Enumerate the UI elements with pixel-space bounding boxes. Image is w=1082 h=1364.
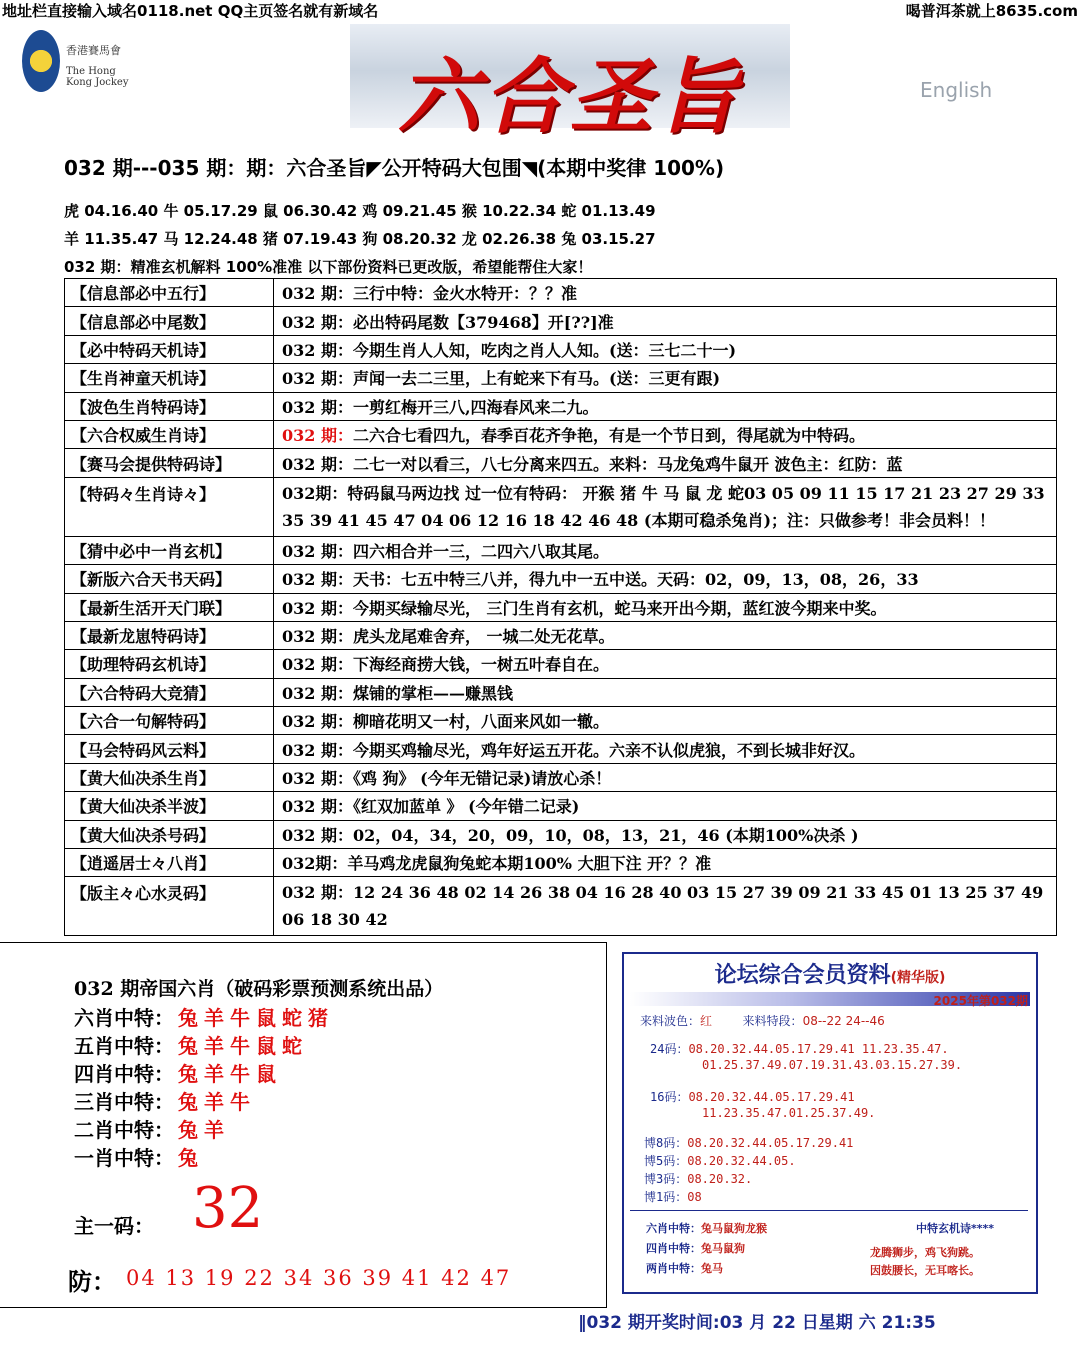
table-row xyxy=(65,792,1057,820)
row-key: 【信息部必中尾数】 xyxy=(65,307,274,335)
row-text: 三行中特：金火水特开：？？准 xyxy=(352,284,577,304)
forum-row xyxy=(644,1152,796,1169)
wave-value: 红 xyxy=(700,1014,713,1028)
value: 兔马鼠狗龙猴 xyxy=(701,1222,767,1235)
forum-row xyxy=(702,1106,875,1120)
issue-prefix: 032 期： xyxy=(282,541,353,561)
issue-prefix: 032期： xyxy=(282,483,348,503)
row-key: 【六合权威生肖诗】 xyxy=(65,420,274,448)
table-row xyxy=(65,420,1057,448)
row-text: 天书：七五中特三八并，得九中一五中送。天码：02，09，13，08，26，33 xyxy=(352,570,919,590)
row-key: 【助理特码玄机诗】 xyxy=(65,650,274,678)
table-row xyxy=(65,735,1057,763)
row-label: 四肖中特： xyxy=(74,1062,174,1086)
row-value xyxy=(274,877,1057,936)
table-row xyxy=(65,877,1057,936)
row-key: 【生肖神童天机诗】 xyxy=(65,364,274,392)
row-value xyxy=(274,735,1057,763)
row-key: 【波色生肖特码诗】 xyxy=(65,392,274,420)
table-row xyxy=(65,335,1057,363)
row-value: 08 xyxy=(687,1190,702,1204)
page-title: 032 期---035 期：期：六合圣旨◤公开特码大包围◥(本期中奖律 100%) xyxy=(64,156,725,180)
row-label: 24码： xyxy=(650,1042,689,1056)
row-key: 【新版六合天书天码】 xyxy=(65,565,274,593)
row-text: 柳暗花明又一村，八面来风如一辙。 xyxy=(352,712,609,732)
forum-poem-line-1: 龙腾狮步，鸡飞狗跳。 xyxy=(870,1246,980,1259)
row-key: 【马会特码风云料】 xyxy=(65,735,274,763)
issue-prefix: 032 期： xyxy=(282,655,353,675)
special-label: 来料特段： xyxy=(742,1014,803,1028)
table-row xyxy=(65,536,1057,564)
row-key: 【信息部必中五行】 xyxy=(65,279,274,307)
row-value xyxy=(274,678,1057,706)
row-text: 二六合七看四九，春季百花齐争艳，有是一个节日到，得尾就为中特码。 xyxy=(352,426,865,446)
forum-subtitle: (精华版) xyxy=(890,970,946,986)
row-text: 四六相合并一三，二四六八取其尾。 xyxy=(352,541,609,561)
label: 六肖中特： xyxy=(646,1222,701,1235)
draw-time: ‖032 期开奖时间:03 月 22 日星期 六 21:35 xyxy=(578,1313,936,1333)
four-zodiac-row xyxy=(74,1058,282,1087)
table-row xyxy=(65,849,1057,877)
row-key: 【黄大仙决杀生肖】 xyxy=(65,763,274,791)
row-value xyxy=(274,477,1057,536)
issue-prefix: 032 期： xyxy=(282,598,353,618)
table-row xyxy=(65,477,1057,536)
row-value: 08.20.32.44.05.17.29.41 xyxy=(687,1136,854,1150)
row-text: 羊马鸡龙虎鼠狗兔蛇本期100% 大胆下注 开？？准 xyxy=(347,854,712,874)
issue-prefix: 032 期： xyxy=(282,797,353,817)
forum-wave-line xyxy=(640,1012,885,1029)
row-text: 12 24 36 48 02 14 26 38 04 16 28 40 03 15 27 39 09 21 33 45 01 13 25 37 49 06 18 30 42 xyxy=(282,883,1044,930)
label: 两肖中特： xyxy=(646,1262,701,1275)
table-row xyxy=(65,307,1057,335)
row-value xyxy=(274,392,1057,420)
row-value: 08.20.32.44.05.17.29.41 11.23.35.47. xyxy=(688,1042,949,1056)
domain-notice[interactable]: 地址栏直接输入域名0118.net QQ主页签名就有新域名 xyxy=(2,2,379,20)
forum-two-line xyxy=(646,1260,723,1276)
row-key: 【六合特码大竞猜】 xyxy=(65,678,274,706)
row-value: 08.20.32.44.05. xyxy=(687,1154,796,1168)
label: 四肖中特： xyxy=(646,1242,701,1255)
logo-cn: 香港賽馬會 xyxy=(66,44,121,57)
issue-prefix: 032 期： xyxy=(282,825,353,845)
row-value: 08.20.32.44.05.17.29.41 xyxy=(688,1090,855,1104)
table-row xyxy=(65,364,1057,392)
row-text: 特码鼠马两边找 过一位有特码： 开猴 猪 牛 马 鼠 龙 蛇03 05 09 11 15 17 21 23 27 29 33 35 39 41 45 47 04 06 12 16 18 42 46 48 (本期可稳杀兔肖)；注：只做参考！非会员料！！ xyxy=(282,483,1045,530)
row-label: 博3码： xyxy=(644,1172,688,1186)
row-key: 【最新生活开天门联】 xyxy=(65,593,274,621)
row-text: 《鸡 狗》 (今年无错记录)请放心杀！ xyxy=(352,769,612,789)
row-value: 兔羊牛鼠 xyxy=(178,1062,282,1086)
row-value: 兔羊牛 xyxy=(178,1090,256,1114)
row-value xyxy=(274,707,1057,735)
table-row xyxy=(65,650,1057,678)
two-zodiac-row xyxy=(74,1114,230,1143)
row-value xyxy=(274,307,1057,335)
row-text: 必出特码尾数【379468】开[??]准 xyxy=(352,312,614,332)
table-row xyxy=(65,565,1057,593)
six-zodiac-row xyxy=(74,1002,334,1031)
row-key: 【版主々心水灵码】 xyxy=(65,877,274,936)
forum-poem-label: 中特玄机诗**** xyxy=(916,1222,995,1235)
top-bar xyxy=(0,0,1082,20)
issue-prefix: 032 期： xyxy=(282,769,353,789)
row-text: 今期生肖人人知，吃肉之肖人人知。(送：三七二十一) xyxy=(352,340,737,360)
row-label: 博1码： xyxy=(644,1190,688,1204)
jockey-club-logo xyxy=(22,26,142,106)
table-row xyxy=(65,678,1057,706)
row-value xyxy=(274,335,1057,363)
zodiac-numbers-line-2: 羊 11.35.47 马 12.24.48 猪 07.19.43 狗 08.20.32 龙 02.26.38 兔 03.15.27 xyxy=(64,230,656,248)
row-value: 08.20.32. xyxy=(687,1172,753,1186)
row-key: 【黄大仙决杀号码】 xyxy=(65,820,274,848)
table-row xyxy=(65,707,1057,735)
banner-title: 六合圣旨 xyxy=(398,49,742,145)
logo-emblem-icon xyxy=(22,30,60,92)
row-value: 兔 xyxy=(178,1146,204,1170)
forum-issue: 2025年第032期 xyxy=(933,994,1028,1008)
row-value xyxy=(274,763,1057,791)
row-text: 02，04，34，20，09，10，08，13，21，46 (本期100%决杀 ) xyxy=(352,825,859,845)
row-text: 一剪红梅开三八,四海春风来二九。 xyxy=(352,397,599,417)
row-label: 博5码： xyxy=(644,1154,688,1168)
row-label: 16码： xyxy=(650,1090,689,1104)
row-value: 兔羊 xyxy=(178,1118,230,1142)
row-value xyxy=(274,565,1057,593)
row-text: 声闻一去二三里，上有蛇来下有马。(送：三更有跟) xyxy=(352,369,721,389)
issue-prefix: 032 期： xyxy=(282,740,353,760)
row-key: 【六合一句解特码】 xyxy=(65,707,274,735)
row-text: 下海经商捞大钱，一树五叶春自在。 xyxy=(352,655,609,675)
table-row xyxy=(65,621,1057,649)
row-label: 一肖中特： xyxy=(74,1146,174,1170)
issue-prefix: 032期： xyxy=(282,854,348,874)
row-text: 今期买鸡输尽光，鸡年好运五开花。六亲不认似虎狼，不到长城非好汉。 xyxy=(352,740,865,760)
issue-prefix: 032 期： xyxy=(282,426,353,446)
row-value xyxy=(274,650,1057,678)
six-zodiac-title: 032 期帝国六肖（破码彩票预测系统出品） xyxy=(74,978,444,1000)
row-text: 二七一对以看三，八七分离来四五。来料：马龙兔鸡牛鼠开 波色主：红防：蓝 xyxy=(352,454,903,474)
issue-prefix: 032 期： xyxy=(282,627,353,647)
defense-label: 防： xyxy=(68,1267,116,1296)
main-code: 32 xyxy=(192,1176,264,1241)
row-value: 11.23.35.47.01.25.37.49. xyxy=(702,1106,876,1120)
forum-row xyxy=(650,1088,855,1105)
row-value xyxy=(274,849,1057,877)
row-label: 三肖中特： xyxy=(74,1090,174,1114)
forum-poem-line-2: 因鼓腰长，无耳喀长。 xyxy=(870,1264,980,1277)
row-value: 01.25.37.49.07.19.31.43.03.15.27.39. xyxy=(702,1058,963,1072)
table-row xyxy=(65,593,1057,621)
row-key: 【逍遥居士々八肖】 xyxy=(65,849,274,877)
forum-title-text: 论坛综合会员资料 xyxy=(714,963,891,988)
table-row xyxy=(65,449,1057,477)
issue-prefix: 032 期： xyxy=(282,397,353,417)
prediction-table xyxy=(64,278,1057,936)
row-text: 《红双加蓝单 》 (今年错二记录) xyxy=(352,797,580,817)
forum-four-line xyxy=(646,1240,745,1256)
row-value xyxy=(274,593,1057,621)
issue-prefix: 032 期： xyxy=(282,883,353,903)
row-value xyxy=(274,420,1057,448)
row-key: 【必中特码天机诗】 xyxy=(65,335,274,363)
row-value xyxy=(274,820,1057,848)
row-key: 【黄大仙决杀半波】 xyxy=(65,792,274,820)
notice-line: 032 期：精准玄机解料 100%准准 以下部份资料已更改版，希望能帮住大家！ xyxy=(64,258,593,276)
row-value xyxy=(274,364,1057,392)
row-value xyxy=(274,621,1057,649)
forum-row xyxy=(644,1170,752,1187)
three-zodiac-row xyxy=(74,1086,256,1115)
row-value: 兔羊牛鼠蛇 xyxy=(178,1034,308,1058)
table-row xyxy=(65,279,1057,307)
zodiac-numbers-line-1: 虎 04.16.40 牛 05.17.29 鼠 06.30.42 鸡 09.21.45 猴 10.22.34 蛇 01.13.49 xyxy=(64,202,656,220)
table-row xyxy=(65,763,1057,791)
value: 兔马 xyxy=(701,1262,723,1275)
row-label: 六肖中特： xyxy=(74,1006,174,1030)
forum-row xyxy=(644,1188,702,1205)
issue-prefix: 032 期： xyxy=(282,340,353,360)
issue-prefix: 032 期： xyxy=(282,369,353,389)
row-text: 虎头龙尾难舍弃， 一城二处无花草。 xyxy=(352,627,615,647)
row-value xyxy=(274,449,1057,477)
one-zodiac-row xyxy=(74,1142,204,1171)
issue-prefix: 032 期： xyxy=(282,712,353,732)
forum-six-line xyxy=(646,1220,767,1236)
row-key: 【最新龙崽特码诗】 xyxy=(65,621,274,649)
main-code-label: 主一码： xyxy=(74,1214,154,1238)
tea-link[interactable]: 喝普洱茶就上8635.com xyxy=(905,2,1078,20)
english-link[interactable]: English xyxy=(920,78,993,102)
five-zodiac-row xyxy=(74,1030,308,1059)
wave-label: 来料波色： xyxy=(640,1014,701,1028)
row-label: 五肖中特： xyxy=(74,1034,174,1058)
row-key: 【猜中必中一肖玄机】 xyxy=(65,536,274,564)
row-value xyxy=(274,279,1057,307)
issue-prefix: 032 期： xyxy=(282,454,353,474)
forum-title xyxy=(624,958,1036,989)
issue-prefix: 032 期： xyxy=(282,312,353,332)
row-value xyxy=(274,792,1057,820)
issue-prefix: 032 期： xyxy=(282,683,353,703)
defense-numbers: 04 13 19 22 34 36 39 41 42 47 xyxy=(126,1266,512,1290)
forum-row xyxy=(702,1058,962,1072)
row-value: 兔羊牛鼠蛇猪 xyxy=(178,1006,334,1030)
row-value xyxy=(274,536,1057,564)
logo-en: The Hong Kong Jockey xyxy=(66,66,129,88)
row-label: 二肖中特： xyxy=(74,1118,174,1142)
row-key: 【赛马会提供特码诗】 xyxy=(65,449,274,477)
issue-prefix: 032 期： xyxy=(282,570,353,590)
row-text: 煤铺的掌柜——赚黑钱 xyxy=(352,683,513,703)
table-row xyxy=(65,392,1057,420)
forum-row xyxy=(650,1040,949,1057)
issue-prefix: 032 期： xyxy=(282,284,353,304)
table-row xyxy=(65,820,1057,848)
forum-row xyxy=(644,1134,853,1151)
row-key: 【特码々生肖诗々】 xyxy=(65,477,274,536)
special-value: 08--22 24--46 xyxy=(802,1014,885,1028)
forum-member-panel xyxy=(622,952,1038,1294)
value: 兔马鼠狗 xyxy=(701,1242,745,1255)
row-label: 博8码： xyxy=(644,1136,688,1150)
row-text: 今期买绿输尽光， 三门生肖有玄机，蛇马来开出今期，蓝红波今期来中奖。 xyxy=(352,598,887,618)
